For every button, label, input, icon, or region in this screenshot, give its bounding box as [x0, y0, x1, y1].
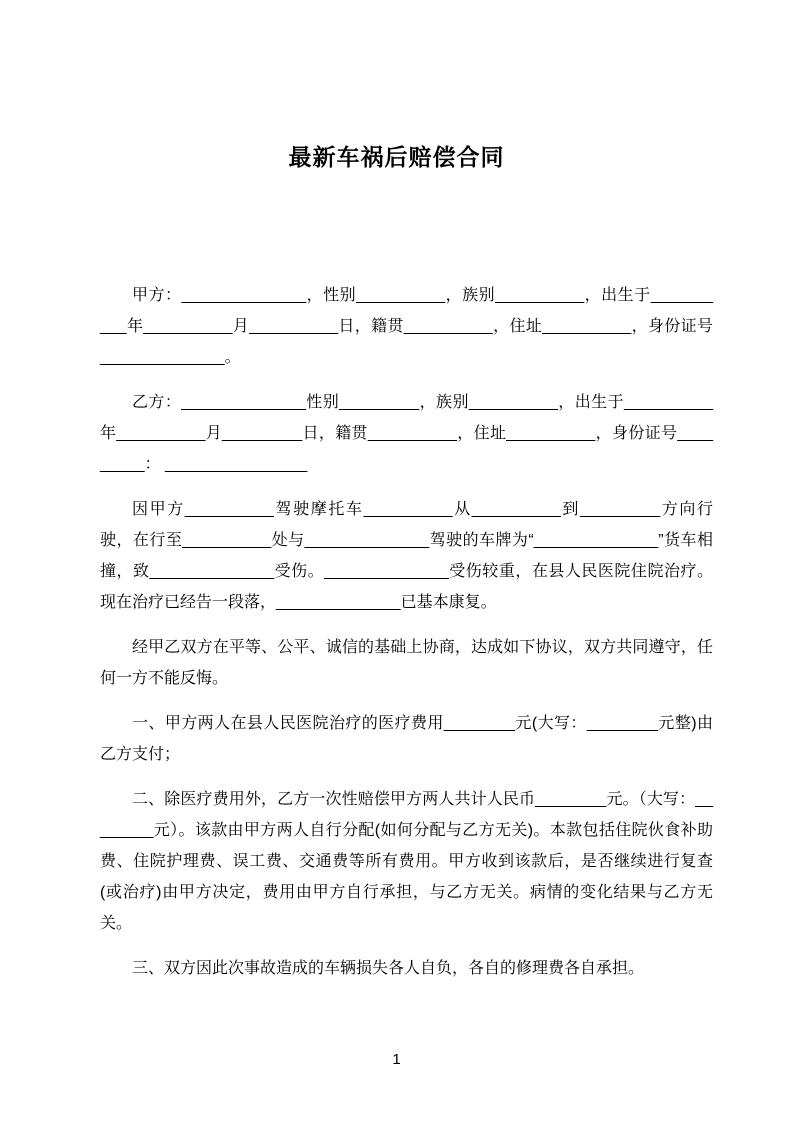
para-party-b-info: 乙方：______________性别_________，族别__________，出生于__________年__________月_________日，籍贯__________，住址__________，身份证号_________： ________________	[100, 394, 713, 473]
clause-1-medical-fees: 一、甲方两人在县人民医院治疗的医疗费用________元(大写：________元整)由乙方支付；	[100, 715, 713, 763]
para-agreement-statement: 经甲乙双方在平等、公平、诚信的基础上协商，达成如下协议，双方共同遵守，任何一方不能反悔。	[100, 639, 713, 687]
page-title: 最新车祸后赔偿合同	[288, 144, 505, 170]
clause-2-compensation: 二、除医疗费用外，乙方一次性赔偿甲方两人共计人民币________元。（大写：________元）。该款由甲方两人自行分配(如何分配与乙方无关)。本款包括住院伙食补助费、住院护理费、误工费、交通费等所有费用。甲方收到该款后，是否继续进行复查(或治疗)由甲方决定，费用由甲方自行承担，与乙方无关。病情的变化结果与乙方无关。	[100, 791, 713, 932]
document-body	[0, 280, 793, 984]
clause-3-vehicle-damage: 三、双方因此次事故造成的车辆损失各人自负，各自的修理费各自承担。	[132, 960, 645, 977]
para-accident-description: 因甲方__________驾驶摩托车__________从__________到_________方向行驶，在行至__________处与______________驾驶的车牌为“______________”货车相撞，致______________受伤。______________受伤较重，在县人民医院住院治疗。现在治疗已经告一段落，______________已基本康复。	[100, 501, 713, 611]
page-number: 1	[392, 1051, 401, 1068]
para-party-a-info: 甲方：______________，性别__________，族别__________，出生于__________年__________月__________日，籍贯__________，住址__________，身份证号______________。	[100, 287, 713, 366]
